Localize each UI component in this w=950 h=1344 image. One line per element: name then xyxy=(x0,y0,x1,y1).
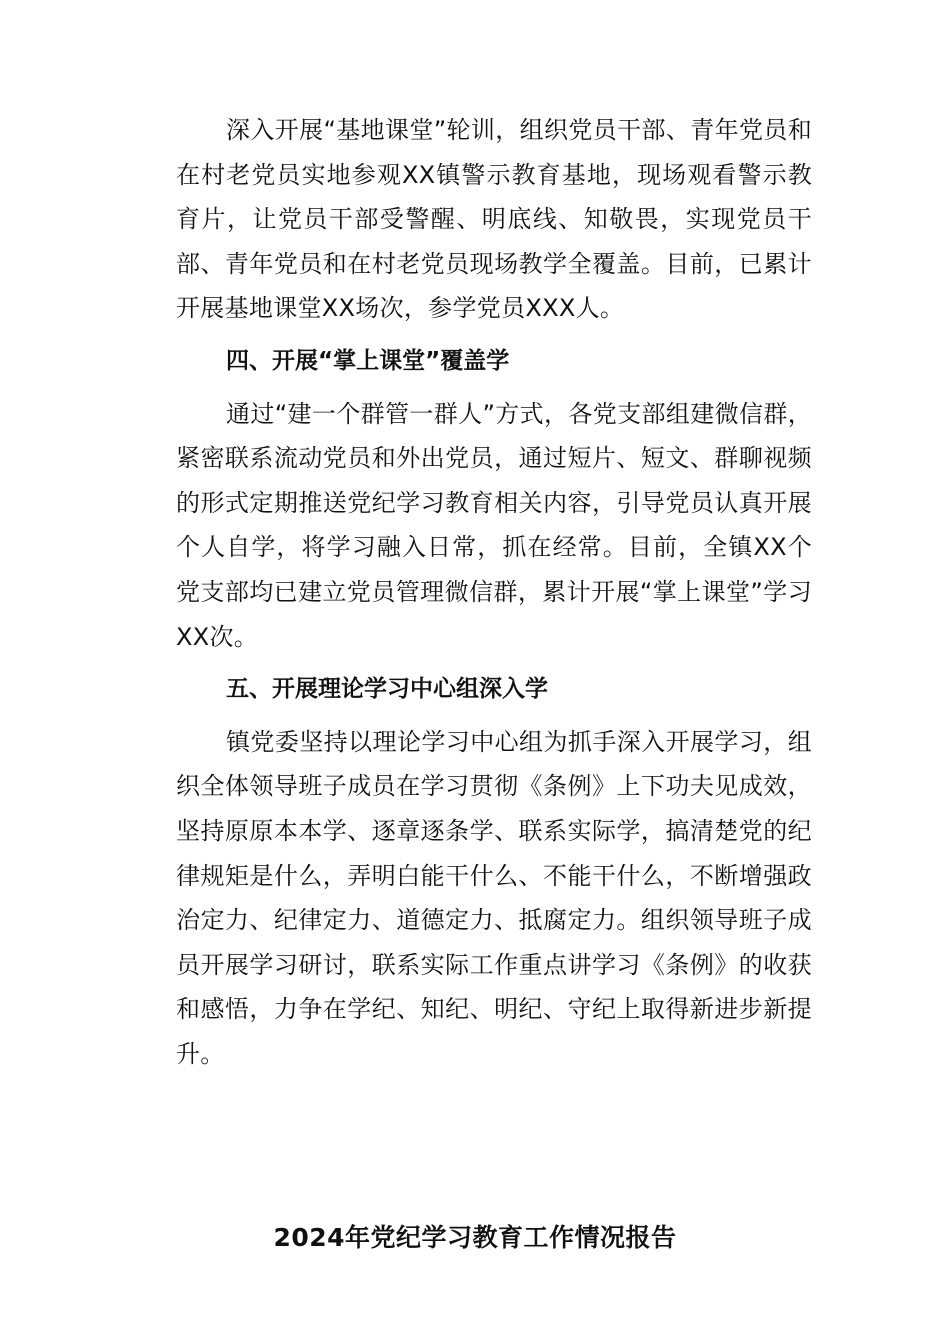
paragraph-palm-classroom: 通过“建一个群管一群人”方式，各党支部组建微信群，紧密联系流动党员和外出党员，通过短片、短文、群聊视频的形式定期推送党纪学习教育相关内容，引导党员认真开展个人自学，将学习融入日常，抓在经常。目前，全镇XX个党支部均已建立党员管理微信群，累计开展“掌上课堂”学习XX次。 xyxy=(176,399,812,651)
section-heading-4: 四、开展“掌上课堂”覆盖学 xyxy=(226,347,510,374)
paragraph-base-classroom: 深入开展“基地课堂”轮训，组织党员干部、青年党员和在村老党员实地参观XX镇警示教育基地，现场观看警示教育片，让党员干部受警醒、明底线、知敬畏，实现党员干部、青年党员和在村老党员现场教学全覆盖。目前，已累计开展基地课堂XX场次，参学党员XXX人。 xyxy=(176,116,812,323)
report-title: 2024年党纪学习教育工作情况报告 xyxy=(273,1223,677,1252)
document-body xyxy=(176,108,812,1076)
paragraph-theory-study: 镇党委坚持以理论学习中心组为抓手深入开展学习，组织全体领导班子成员在学习贯彻《条例》上下功夫见成效，坚持原原本本学、逐章逐条学、联系实际学，搞清楚党的纪律规矩是什么，弄明白能干什么、不能干什么，不断增强政治定力、纪律定力、道德定力、抵腐定力。组织领导班子成员开展学习研讨，联系实际工作重点讲学习《条例》的收获和感悟，力争在学纪、知纪、明纪、守纪上取得新进步新提升。 xyxy=(176,727,812,1068)
section-heading-5: 五、开展理论学习中心组深入学 xyxy=(226,676,548,703)
